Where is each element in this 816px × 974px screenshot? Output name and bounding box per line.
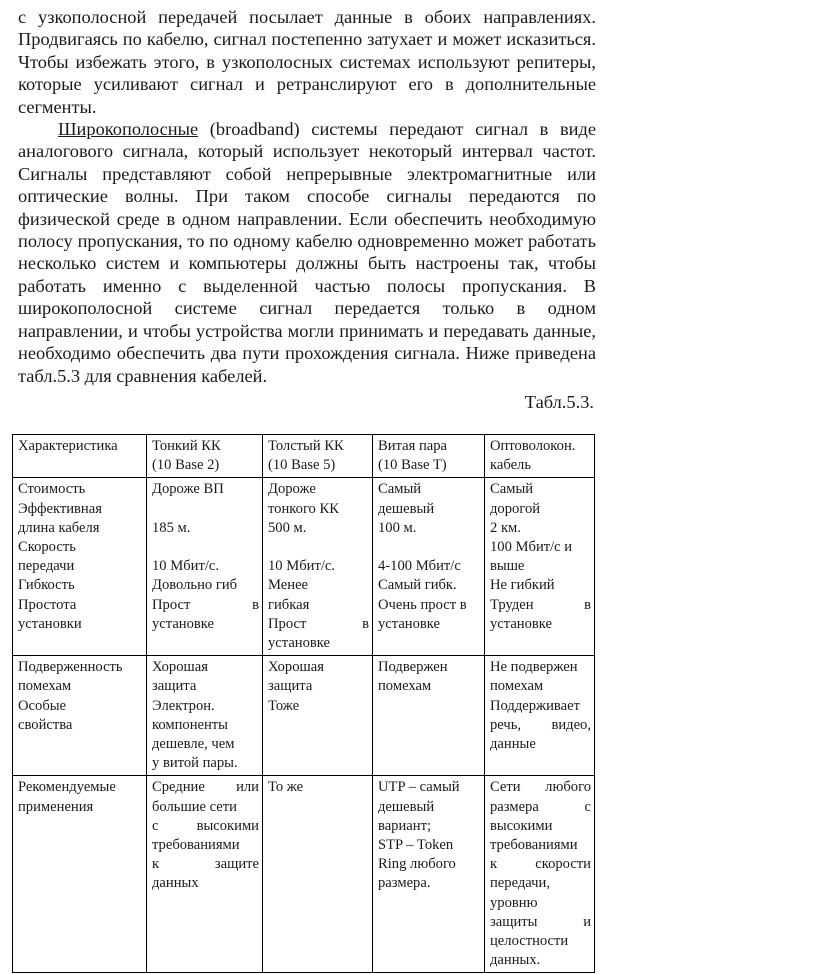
cell-word: в bbox=[252, 596, 259, 613]
cell-line: требованиями bbox=[490, 837, 578, 854]
table-header-cell bbox=[373, 435, 485, 478]
cell-line: (10 Base 5) bbox=[268, 457, 336, 474]
cell-word: Прост bbox=[268, 615, 307, 632]
cell-line: 2 км. bbox=[490, 519, 521, 536]
cell-line: Эффективная bbox=[18, 500, 102, 517]
document-page bbox=[18, 6, 596, 415]
cell-word: скорости bbox=[535, 856, 591, 873]
cell-line: данных. bbox=[490, 952, 541, 969]
cell-line: 4-100 Мбит/с bbox=[378, 558, 461, 575]
cell-line: вариант; bbox=[378, 817, 432, 834]
cell-line: помехам bbox=[490, 678, 544, 695]
cell-line: Самый гибк. bbox=[378, 577, 457, 594]
table-row bbox=[13, 776, 595, 973]
paragraph-narrowband: с узкополосной передачей посылает данные в обоих направлениях. Продвигаясь по кабелю, сигнал постепенно затухает и может исказиться. Чтобы избежать этого, в узкополосных системах используют репитеры, которые усиливают сигнал и ретранслируют его в дополнительные сегменты. bbox=[18, 7, 596, 117]
cell-line: установке bbox=[378, 615, 441, 632]
row-label-cell bbox=[13, 478, 147, 656]
cell-line: дорогой bbox=[490, 500, 541, 517]
cell-line: тонкого КК bbox=[268, 500, 339, 517]
cell-word: речь, bbox=[490, 716, 522, 733]
cell-line: Очень прост в bbox=[378, 596, 467, 613]
cell-line: установке bbox=[268, 635, 331, 652]
cell-line: 100 Мбит/с и bbox=[490, 539, 573, 556]
cell-line bbox=[490, 596, 591, 615]
cell-line bbox=[490, 855, 591, 874]
cell-line: Скорость bbox=[18, 539, 76, 556]
cell-line: Витая пара bbox=[378, 438, 447, 454]
table-cell-fiber bbox=[485, 656, 595, 776]
cell-line: Самый bbox=[490, 481, 534, 498]
paragraph-broadband-text: (broadband) системы передают сигнал в виде аналогового сигнала, который использует некоторый интервал частот. Сигналы представляют собой непрерывные электромагнитные или оптические волны. При таком способе сигналы передаются по физической среде в одном направлении. Если обеспечить необходимую полосу пропускания, то по одному кабелю одновременно может работать несколько систем и компьютеры должны быть настроены так, чтобы работать именно с выделенной частью полосы пропускания. В широкополосной системе сигнал передается только в одном направлении, и чтобы устройства могли принимать и передавать данные, необходимо обеспечить два пути прохождения сигнала. Ниже приведена табл.5.3 для сравнения кабелей. bbox=[18, 119, 596, 386]
cell-line: Ring любого bbox=[378, 856, 456, 873]
cell-line: Тонкий КК bbox=[152, 438, 221, 454]
cell-line: большие сети bbox=[152, 798, 237, 815]
table-cell-tp bbox=[373, 656, 485, 776]
table-header-row bbox=[13, 435, 595, 478]
cell-line: UTP – самый bbox=[378, 779, 460, 796]
cell-line: Дороже bbox=[268, 481, 316, 498]
cell-line: компоненты bbox=[152, 716, 228, 733]
cell-line: применения bbox=[18, 798, 94, 815]
cell-line: Подверженность bbox=[18, 659, 123, 676]
cell-line bbox=[152, 855, 259, 874]
cell-line: Стоимость bbox=[18, 481, 86, 498]
cell-line: Менее bbox=[268, 577, 309, 594]
table-cell-thick bbox=[263, 656, 373, 776]
cell-word: или bbox=[236, 779, 259, 796]
table-cell-thin bbox=[147, 776, 263, 973]
term-broadband: Широкополосные bbox=[58, 119, 199, 140]
cell-line: Хорошая bbox=[152, 659, 208, 676]
cell-line: STP – Token bbox=[378, 837, 454, 854]
cell-line: установке bbox=[490, 615, 553, 632]
cell-line: гибкая bbox=[268, 596, 310, 613]
cell-line bbox=[490, 778, 591, 797]
cell-word: высокими bbox=[196, 817, 259, 834]
cell-line: Хорошая bbox=[268, 659, 324, 676]
table-cell-thin bbox=[147, 478, 263, 656]
cell-line bbox=[152, 596, 259, 615]
cell-line: помехам bbox=[18, 678, 72, 695]
cell-word: с bbox=[584, 798, 591, 815]
blank-line bbox=[152, 500, 259, 519]
cell-word: и bbox=[583, 913, 591, 930]
cell-line: установки bbox=[18, 615, 82, 632]
cell-line: Электрон. bbox=[152, 697, 215, 714]
cell-line: Тоже bbox=[268, 697, 300, 714]
cell-line: дешевый bbox=[378, 798, 435, 815]
cell-line: Рекомендуемые bbox=[18, 779, 116, 796]
table-cell-fiber bbox=[485, 478, 595, 656]
cell-line: установке bbox=[152, 615, 215, 632]
cell-word: размера bbox=[490, 798, 539, 815]
cell-line: размера. bbox=[378, 875, 431, 892]
table-header-cell bbox=[147, 435, 263, 478]
cell-line: помехам bbox=[378, 678, 432, 695]
table-header-cell bbox=[485, 435, 595, 478]
cell-line: Толстый КК bbox=[268, 438, 344, 454]
cell-line: свойства bbox=[18, 716, 73, 733]
cell-line: кабель bbox=[490, 457, 531, 474]
cell-line: данных bbox=[152, 875, 199, 892]
cell-word: любого bbox=[545, 779, 591, 796]
cell-line bbox=[268, 615, 369, 634]
blank-line bbox=[268, 538, 369, 557]
paragraph-broadband bbox=[18, 118, 596, 387]
cell-word: Труден bbox=[490, 596, 534, 613]
cell-line: защита bbox=[152, 678, 197, 695]
cell-line: целостности bbox=[490, 933, 569, 950]
table-row bbox=[13, 656, 595, 776]
row-label-cell bbox=[13, 656, 147, 776]
cell-word: Средние bbox=[152, 779, 205, 796]
cell-line: высокими bbox=[490, 817, 553, 834]
cell-line: 10 Мбит/с. bbox=[152, 558, 220, 575]
table-row bbox=[13, 478, 595, 656]
table-cell-tp bbox=[373, 776, 485, 973]
table-header-cell bbox=[263, 435, 373, 478]
cell-line: Оптоволокон. bbox=[490, 438, 576, 454]
cell-line: (10 Base 2) bbox=[152, 457, 220, 474]
cell-word: в bbox=[584, 596, 591, 613]
cable-comparison-table bbox=[12, 434, 595, 973]
row-label-cell bbox=[13, 776, 147, 973]
cell-word: Сети bbox=[490, 779, 521, 796]
cell-line: Простота bbox=[18, 596, 77, 613]
cell-line: данные bbox=[490, 736, 536, 753]
cell-line: 100 м. bbox=[378, 519, 417, 536]
cell-line: 185 м. bbox=[152, 519, 191, 536]
cell-line bbox=[152, 817, 259, 836]
cell-word: с bbox=[152, 817, 159, 834]
cell-line: длина кабеля bbox=[18, 519, 100, 536]
cell-word: Прост bbox=[152, 596, 191, 613]
cell-line bbox=[490, 798, 591, 817]
cell-line: передачи, bbox=[490, 875, 550, 892]
table-cell-thick bbox=[263, 776, 373, 973]
cell-line: (10 Base T) bbox=[378, 457, 447, 474]
cell-line: Не гибкий bbox=[490, 577, 555, 594]
cell-line: Особые bbox=[18, 697, 67, 714]
cell-line: Не подвержен bbox=[490, 659, 578, 676]
cell-line: у витой пары. bbox=[152, 755, 238, 772]
cell-line: Довольно гиб bbox=[152, 577, 238, 594]
table-caption: Табл.5.3. bbox=[524, 391, 594, 412]
cell-line: Поддерживает bbox=[490, 697, 580, 714]
cell-line: дешевый bbox=[378, 500, 435, 517]
cell-line: Подвержен bbox=[378, 659, 448, 676]
cell-word: видео, bbox=[551, 716, 591, 733]
cell-line: 500 м. bbox=[268, 519, 307, 536]
cell-line: дешевле, чем bbox=[152, 736, 235, 753]
table-cell-thick bbox=[263, 478, 373, 656]
cell-word: в bbox=[362, 615, 369, 632]
cell-line: защита bbox=[268, 678, 313, 695]
cell-line bbox=[490, 913, 591, 932]
table-cell-fiber bbox=[485, 776, 595, 973]
table-header-cell bbox=[13, 435, 147, 478]
cell-line: Характеристика bbox=[18, 438, 118, 454]
blank-line bbox=[152, 538, 259, 557]
table-cell-thin bbox=[147, 656, 263, 776]
cell-line: То же bbox=[268, 779, 304, 796]
cell-line: Гибкость bbox=[18, 577, 75, 594]
table-cell-tp bbox=[373, 478, 485, 656]
cell-line bbox=[152, 778, 259, 797]
cell-line: 10 Мбит/с. bbox=[268, 558, 336, 575]
cell-word: к bbox=[152, 856, 160, 873]
cell-line: Самый bbox=[378, 481, 422, 498]
cell-line: выше bbox=[490, 558, 525, 575]
cell-word: к bbox=[490, 856, 498, 873]
cell-line bbox=[490, 716, 591, 735]
cell-line: требованиями bbox=[152, 837, 240, 854]
cell-word: защите bbox=[214, 856, 259, 873]
cell-word: защиты bbox=[490, 913, 538, 930]
cell-line: уровню bbox=[490, 894, 538, 911]
cell-line: Дороже ВП bbox=[152, 481, 224, 498]
blank-line bbox=[378, 538, 481, 557]
cell-line: передачи bbox=[18, 558, 75, 575]
